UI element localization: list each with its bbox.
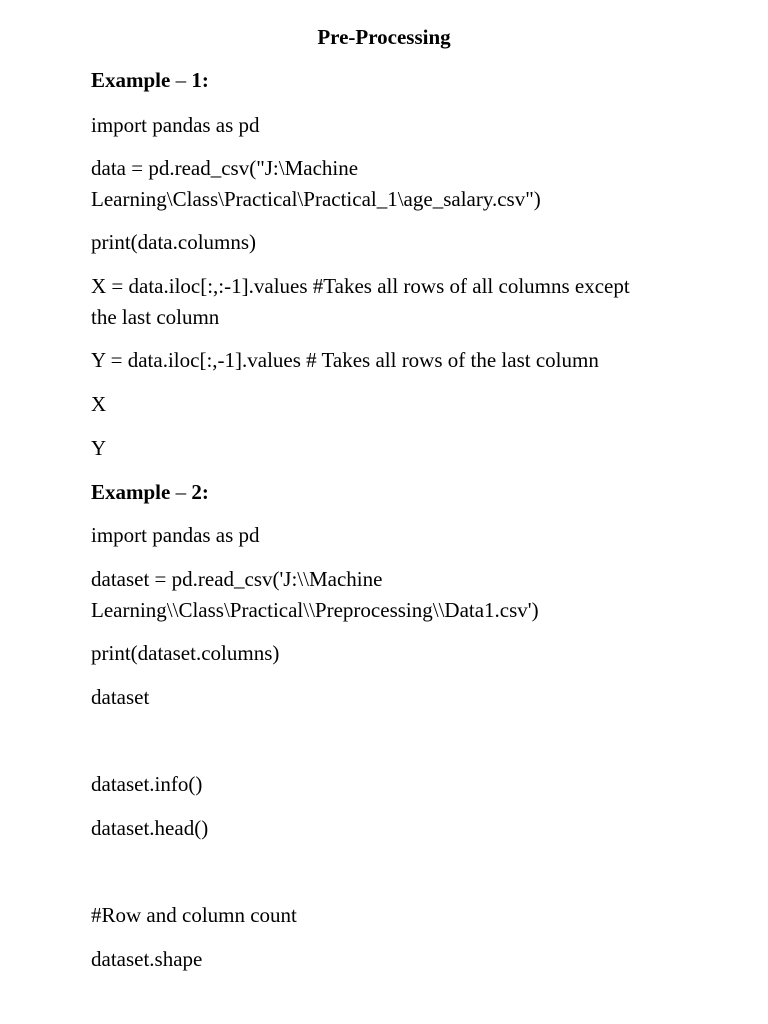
example-2-heading-dash: – (170, 480, 192, 504)
example-2-heading-label: Example (91, 480, 171, 504)
example-2-read-csv-line-1: dataset = pd.read_csv('J:\\Machine (91, 567, 383, 591)
example-2-read-csv-line-2: Learning\\Class\Practical\\Preprocessing\\Data1.csv') (91, 598, 539, 622)
example-1-x-output: X (91, 392, 107, 416)
example-1-import-line: import pandas as pd (91, 113, 260, 137)
example-1-read-csv-line-1: data = pd.read_csv("J:\Machine (91, 156, 359, 180)
example-1-y-output: Y (91, 436, 107, 460)
example-1-print-columns: print(data.columns) (91, 230, 257, 254)
example-1-y-assign: Y = data.iloc[:,-1].values # Takes all rows of the last column (91, 348, 599, 372)
example-2-shape-line: dataset.shape (91, 947, 203, 971)
example-1-x-assign-line-2: the last column (91, 305, 220, 329)
example-1-heading (91, 65, 209, 96)
example-1-heading-label: Example (91, 68, 171, 92)
example-2-comment-line: #Row and column count (91, 903, 297, 927)
example-2-head-line: dataset.head() (91, 816, 209, 840)
page-title: Pre-Processing (317, 25, 451, 49)
example-2-heading-number: 2: (191, 480, 209, 504)
example-1-heading-dash: – (170, 68, 192, 92)
example-1-read-csv-line-2: Learning\Class\Practical\Practical_1\age_salary.csv") (91, 187, 541, 211)
example-2-heading (91, 477, 209, 508)
example-2-dataset-line: dataset (91, 685, 150, 709)
example-1-x-assign-line-1: X = data.iloc[:,:-1].values #Takes all rows of all columns except (91, 274, 630, 298)
example-2-info-line: dataset.info() (91, 772, 203, 796)
example-1-heading-number: 1: (191, 68, 209, 92)
example-2-print-columns: print(dataset.columns) (91, 641, 280, 665)
example-2-import-line: import pandas as pd (91, 523, 260, 547)
